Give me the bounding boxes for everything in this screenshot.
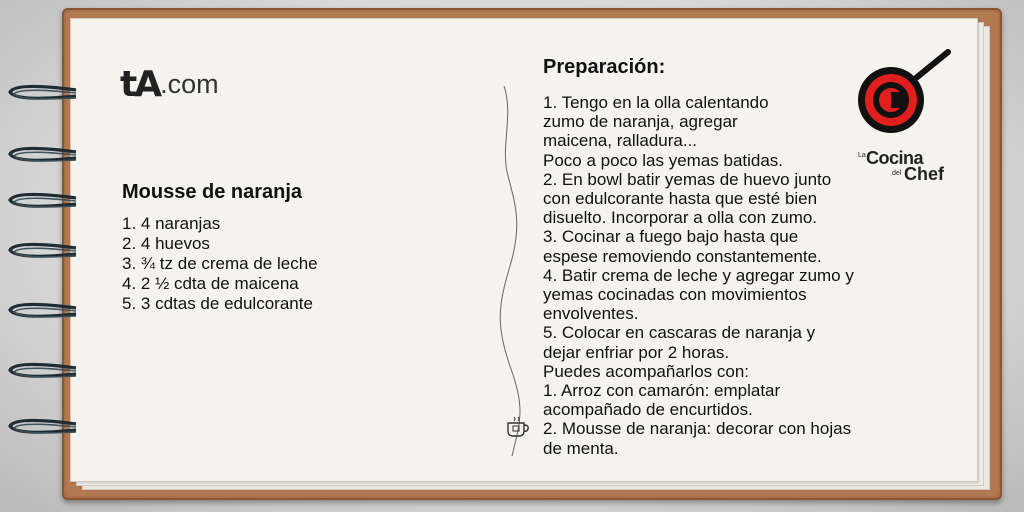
preparation-line: envolventes.	[543, 304, 639, 324]
preparation-line: dejar enfriar por 2 horas.	[543, 342, 730, 362]
ingredient-item: 1. 4 naranjas	[122, 214, 221, 233]
preparation-line: 3. Cocinar a fuego bajo hasta que	[543, 227, 799, 247]
preparation-line: zumo de naranja, agregar	[543, 112, 738, 132]
preparation-line: Puedes acompañarlos con:	[543, 361, 750, 381]
logo-text-del: del	[892, 170, 902, 177]
ingredient-item: 2. 4 huevos	[122, 234, 210, 253]
preparation-line: 5. Colocar en cascaras de naranja y	[543, 323, 816, 343]
spiral-ring	[6, 362, 78, 382]
spiral-ring	[6, 242, 78, 262]
preparation-line: de menta.	[543, 438, 619, 458]
spiral-ring	[6, 84, 78, 104]
preparation-line: con edulcorante hasta que esté bien	[543, 189, 818, 209]
preparation-line: espese removiendo constantemente.	[543, 246, 822, 266]
logo-text-la: La	[858, 152, 866, 159]
preparation-line: 2. En bowl batir yemas de huevo junto	[543, 169, 832, 189]
logo-text-chef: Chef	[904, 164, 944, 184]
preparation-title: Preparación:	[543, 56, 666, 78]
preparation-line: acompañado de encurtidos.	[543, 400, 753, 420]
site-logo	[120, 63, 219, 105]
wavy-divider	[492, 86, 532, 456]
recipe-title: Mousse de naranja	[122, 181, 303, 203]
ingredient-item: 3. ¾ tz de crema de leche	[122, 254, 318, 273]
ingredient-item: 5. 3 cdtas de edulcorante	[122, 294, 313, 313]
spiral-ring	[6, 146, 78, 166]
logo-text-cocina: Cocina	[866, 148, 924, 168]
preparation-line: 2. Mousse de naranja: decorar con hojas	[543, 419, 852, 439]
coffee-cup-icon	[505, 414, 531, 438]
preparation-line: 1. Tengo en la olla calentando	[543, 93, 769, 112]
site-logo-domain: .com	[160, 68, 219, 99]
ingredients-list	[122, 214, 318, 314]
ingredient-item: 4. 2 ½ cdta de maicena	[122, 274, 299, 293]
frying-pan-icon	[846, 48, 956, 148]
preparation-line: yemas cocinadas con movimientos	[543, 285, 807, 305]
spiral-ring	[6, 418, 78, 438]
preparation-line: maicena, ralladura...	[543, 131, 698, 151]
spiral-ring	[6, 302, 78, 322]
preparation-line: 4. Batir crema de leche y agregar zumo y	[543, 265, 854, 285]
preparation-line: 1. Arroz con camarón: emplatar	[543, 381, 781, 401]
site-logo-brand: tA	[120, 63, 160, 105]
preparation-line: Poco a poco las yemas batidas.	[543, 150, 784, 170]
preparation-line: disuelto. Incorporar a olla con zumo.	[543, 208, 818, 228]
la-cocina-del-chef-logo	[846, 48, 956, 188]
spiral-ring	[6, 192, 78, 212]
